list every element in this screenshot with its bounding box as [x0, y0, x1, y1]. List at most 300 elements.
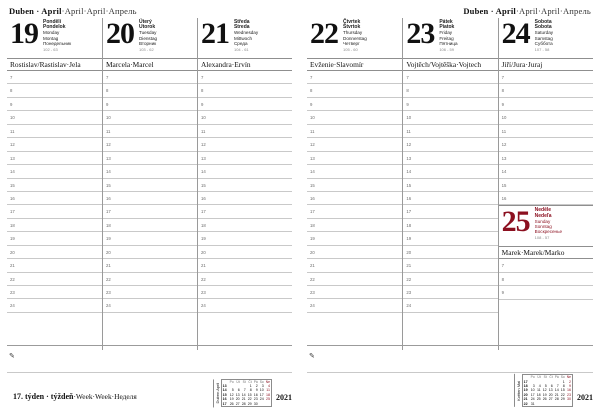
hour-label: 8 — [10, 88, 13, 94]
hour-row[interactable] — [198, 111, 292, 124]
nameday-line: Alexandra·Ervín — [198, 58, 292, 71]
hour-row[interactable] — [198, 259, 292, 272]
mini-calendar-day[interactable]: 30 — [253, 401, 258, 406]
mini-calendar-day[interactable]: 5 — [231, 388, 234, 393]
mini-calendar-day[interactable]: 26 — [542, 397, 547, 402]
day-name-de: Samstag — [534, 35, 553, 41]
mini-calendar-day[interactable]: 24 — [259, 397, 264, 402]
day-name-cs: Neděle — [534, 207, 552, 214]
hour-row[interactable] — [403, 286, 497, 299]
hour-row[interactable] — [198, 125, 292, 138]
hour-label: 13 — [200, 155, 206, 161]
hour-row[interactable] — [103, 179, 197, 192]
day-name-en: Wednesday — [233, 30, 259, 36]
hour-row[interactable] — [307, 232, 402, 245]
day-name-cs: Středa — [233, 19, 250, 25]
mini-calendar-day[interactable]: 4 — [268, 383, 270, 388]
hour-label: 21 — [105, 263, 111, 269]
sunday-block — [499, 205, 593, 299]
day-name-sk: Nedeľa — [534, 212, 552, 219]
mini-calendar-day[interactable]: 10 — [259, 388, 264, 393]
hour-row[interactable] — [103, 71, 197, 84]
mini-calendar-day[interactable]: 6 — [550, 383, 553, 388]
day-number: 20 — [105, 17, 134, 50]
hour-label: 22 — [10, 276, 15, 282]
hour-row[interactable] — [499, 71, 593, 84]
day-header-25 — [499, 206, 593, 246]
mini-calendar-dow: Čt — [549, 375, 553, 380]
hour-row[interactable] — [7, 84, 102, 97]
day-number: 19 — [10, 17, 38, 50]
hour-label: 12 — [10, 142, 15, 148]
hour-row[interactable] — [403, 98, 497, 111]
mini-calendar-day[interactable]: 9 — [569, 383, 571, 388]
mini-calendar-day[interactable]: 21 — [554, 392, 559, 397]
mini-calendar-day[interactable]: 1 — [249, 383, 252, 388]
day-names — [139, 20, 157, 52]
hour-row[interactable] — [7, 286, 102, 299]
hour-label: 24 — [105, 303, 111, 309]
hour-label: 15 — [105, 182, 111, 188]
hour-row[interactable] — [403, 259, 497, 272]
mini-calendar-day[interactable]: 21 — [241, 397, 246, 402]
hour-label: 11 — [310, 128, 315, 134]
hour-row[interactable] — [403, 84, 497, 97]
day-column-24-25 — [498, 18, 593, 350]
hour-row[interactable] — [307, 179, 402, 192]
hour-row[interactable] — [307, 71, 402, 84]
mini-calendar-day[interactable]: 25 — [536, 397, 541, 402]
hour-row[interactable] — [499, 138, 593, 151]
hour-row[interactable] — [403, 165, 497, 178]
mini-calendar-day[interactable]: 1 — [562, 379, 565, 384]
hour-label: 18 — [105, 222, 111, 228]
hour-row[interactable] — [7, 299, 102, 312]
hour-row[interactable] — [198, 179, 292, 192]
mini-calendar-day[interactable]: 22 — [560, 392, 565, 397]
mini-calendar-day[interactable]: 11 — [536, 388, 541, 393]
hour-label: 17 — [200, 209, 206, 215]
mini-calendar-day[interactable]: 28 — [241, 401, 246, 406]
mini-calendar-day[interactable]: 16 — [567, 388, 571, 393]
hour-row[interactable] — [307, 286, 402, 299]
day-column-20 — [102, 18, 197, 350]
hour-row[interactable] — [499, 152, 593, 165]
hour-label: 7 — [310, 75, 313, 80]
hour-row[interactable] — [7, 246, 102, 259]
day-name-ru: Воскресенье — [534, 229, 563, 235]
mini-calendar-day[interactable]: 26 — [229, 401, 234, 406]
hour-row[interactable] — [7, 165, 102, 178]
hour-row[interactable] — [7, 138, 102, 151]
mini-calendar-week-number: 15 — [222, 392, 227, 397]
hour-label: 21 — [310, 263, 315, 269]
hour-row[interactable] — [103, 138, 197, 151]
hour-row[interactable] — [198, 98, 292, 111]
mini-calendar-day[interactable]: 14 — [554, 388, 559, 393]
hour-row[interactable] — [499, 273, 593, 286]
pencil-icon: ✎ — [309, 352, 315, 360]
hour-row[interactable] — [198, 84, 292, 97]
nameday-line: Rostislav/Rastislav·Jela — [7, 58, 102, 71]
hour-row[interactable] — [103, 84, 197, 97]
mini-calendar-day[interactable]: 5 — [544, 383, 547, 388]
mini-calendar-week-number: 16 — [222, 397, 227, 402]
hour-row[interactable] — [403, 125, 497, 138]
hour-row[interactable] — [307, 165, 402, 178]
day-names — [535, 20, 553, 52]
hour-row[interactable] — [499, 98, 593, 111]
hour-row[interactable] — [198, 232, 292, 245]
mini-calendar-day[interactable]: 24 — [530, 397, 535, 402]
hour-row[interactable] — [103, 259, 197, 272]
hour-row[interactable] — [7, 179, 102, 192]
hour-label: 11 — [10, 128, 15, 134]
hour-row[interactable] — [403, 152, 497, 165]
hour-lines-sunday — [499, 259, 593, 299]
mini-calendar-day[interactable]: 10 — [530, 388, 535, 393]
hour-row[interactable] — [198, 138, 292, 151]
hour-label: 7 — [200, 75, 204, 80]
right-footer — [307, 345, 593, 407]
hour-row[interactable] — [103, 192, 197, 205]
mini-calendar-week-number: 13 — [222, 383, 227, 388]
hour-label: 22 — [200, 276, 206, 282]
day-name-sk: Sobota — [534, 24, 552, 31]
hour-row[interactable] — [403, 246, 497, 259]
mini-calendar-day[interactable]: 18 — [266, 392, 270, 397]
hour-label: 14 — [310, 169, 315, 175]
day-name-de: Freitag — [439, 35, 454, 41]
hour-label: 19 — [105, 236, 111, 242]
hour-label: 9 — [406, 101, 409, 107]
hour-row[interactable] — [307, 125, 402, 138]
hour-label: 13 — [501, 155, 507, 161]
mini-calendar-day[interactable]: 9 — [255, 388, 258, 393]
hour-row[interactable] — [103, 165, 197, 178]
day-ordinal: 108 - 57 — [534, 235, 550, 241]
hour-label: 24 — [200, 303, 206, 309]
mini-calendar-dow: Ne — [265, 379, 270, 384]
hour-row[interactable] — [307, 273, 402, 286]
hour-label: 9 — [10, 101, 13, 107]
hour-label: 23 — [200, 290, 206, 295]
day-name-sk: Piatok — [439, 24, 455, 31]
mini-calendar-month-label: Květen Mai — [514, 374, 522, 407]
hour-row[interactable] — [103, 205, 197, 218]
hour-row[interactable] — [499, 84, 593, 97]
hour-row[interactable] — [403, 179, 497, 192]
hour-row[interactable] — [7, 232, 102, 245]
day-name-sk: Pondelok — [43, 24, 66, 31]
nameday-line: Marek·Marek/Marko — [499, 246, 593, 259]
hour-row[interactable] — [403, 111, 497, 124]
hour-row[interactable] — [7, 219, 102, 232]
hour-row[interactable] — [103, 125, 197, 138]
hour-row[interactable] — [307, 219, 402, 232]
hour-label: 16 — [501, 195, 507, 201]
day-number: 22 — [310, 17, 338, 50]
mini-calendar-day[interactable]: 13 — [548, 388, 553, 393]
hour-label: 13 — [105, 155, 111, 161]
hour-label: 19 — [200, 236, 206, 242]
mini-calendar-day[interactable]: 6 — [237, 388, 240, 393]
hour-row[interactable] — [307, 138, 402, 151]
hour-row[interactable] — [499, 286, 593, 299]
hour-row[interactable] — [7, 111, 102, 124]
mini-calendar-day[interactable]: 11 — [266, 388, 270, 393]
hour-row[interactable] — [198, 273, 292, 286]
hour-label: 9 — [105, 101, 109, 107]
hour-lines — [403, 71, 497, 313]
day-name-de: Sonntag — [534, 223, 552, 229]
hour-label: 21 — [406, 263, 412, 269]
pencil-icon: ✎ — [9, 352, 15, 360]
mini-calendar-grid — [221, 379, 272, 407]
day-name-en: Friday — [439, 30, 453, 36]
mini-calendar-week-number: 18 — [523, 383, 528, 388]
hour-row[interactable] — [403, 71, 497, 84]
day-ordinal: 106 - 59 — [439, 47, 455, 53]
hour-label: 19 — [310, 236, 315, 242]
day-name-ru: Вторник — [138, 40, 157, 46]
mini-calendar-grid — [522, 374, 573, 407]
mini-calendar-day[interactable]: 14 — [241, 392, 246, 397]
day-header-24 — [499, 18, 593, 58]
hour-row[interactable] — [499, 165, 593, 178]
hour-label: 17 — [105, 209, 111, 215]
hour-label: 7 — [501, 75, 505, 80]
hour-label: 10 — [10, 115, 15, 121]
month-title-bold: Duben · April — [463, 6, 516, 16]
mini-calendar-day[interactable]: 3 — [261, 383, 264, 388]
hour-label: 15 — [10, 182, 15, 188]
day-name-cs: Úterý — [138, 19, 152, 25]
hour-row[interactable] — [499, 111, 593, 124]
hour-label: 12 — [406, 142, 412, 148]
mini-calendar-day[interactable]: 7 — [243, 388, 246, 393]
hour-row[interactable] — [307, 152, 402, 165]
hour-label: 23 — [406, 290, 412, 295]
hour-row[interactable] — [307, 205, 402, 218]
mini-calendar-day[interactable]: 25 — [266, 397, 270, 402]
hour-label: 13 — [10, 155, 15, 161]
hour-row[interactable] — [499, 259, 593, 272]
mini-calendar-day[interactable]: 4 — [538, 383, 541, 388]
day-column-21 — [197, 18, 292, 350]
hour-label: 16 — [406, 195, 412, 201]
mini-calendar-day[interactable]: 19 — [229, 397, 234, 402]
hour-label: 23 — [10, 290, 15, 295]
hour-row[interactable] — [103, 286, 197, 299]
day-name-ru: Среда — [233, 40, 248, 46]
hour-label: 20 — [105, 249, 111, 255]
mini-calendar-day[interactable]: 20 — [235, 397, 240, 402]
mini-calendar-day[interactable]: 27 — [235, 401, 240, 406]
hour-row[interactable] — [307, 192, 402, 205]
hour-row[interactable] — [403, 138, 497, 151]
mini-calendar-day[interactable] — [265, 402, 271, 406]
mini-calendar-day[interactable]: 22 — [247, 397, 252, 402]
hour-row[interactable] — [103, 219, 197, 232]
hour-row[interactable] — [307, 246, 402, 259]
hour-row[interactable] — [7, 273, 102, 286]
hour-label: 16 — [200, 195, 206, 201]
hour-row[interactable] — [7, 125, 102, 138]
hour-row[interactable] — [103, 232, 197, 245]
mini-calendar-day[interactable]: 30 — [567, 397, 571, 402]
mini-calendar-day[interactable] — [566, 402, 572, 406]
hour-label: 13 — [406, 155, 412, 161]
hour-row[interactable] — [103, 111, 197, 124]
hour-row[interactable] — [103, 273, 197, 286]
mini-calendar-dow: Út — [236, 379, 240, 384]
hour-label: 23 — [310, 290, 315, 295]
hour-row[interactable] — [103, 246, 197, 259]
hour-row[interactable] — [198, 165, 292, 178]
mini-calendar-day[interactable]: 17 — [530, 392, 535, 397]
hour-row[interactable] — [7, 192, 102, 205]
hour-row[interactable] — [7, 98, 102, 111]
hour-row[interactable] — [403, 299, 497, 312]
hour-label: 12 — [105, 142, 111, 148]
mini-calendar-dow: Čt — [248, 379, 252, 384]
day-name-ru: Суббота — [534, 40, 553, 46]
hour-row[interactable] — [403, 192, 497, 205]
hour-row[interactable] — [403, 205, 497, 218]
year-label: 2021 — [276, 393, 292, 402]
mini-calendar-day[interactable]: 8 — [562, 383, 565, 388]
hour-row[interactable] — [198, 71, 292, 84]
hour-label: 10 — [501, 115, 507, 121]
hour-row[interactable] — [307, 84, 402, 97]
mini-calendar-day[interactable]: 15 — [247, 392, 252, 397]
day-name-de: Dienstag — [138, 35, 158, 41]
day-header-22 — [307, 18, 402, 58]
mini-calendar-day[interactable]: 29 — [560, 397, 565, 402]
day-ordinal: 102 - 63 — [43, 47, 58, 53]
mini-calendar-day[interactable]: 23 — [567, 392, 571, 397]
hour-row[interactable] — [307, 299, 402, 312]
hour-row[interactable] — [499, 125, 593, 138]
hour-row[interactable] — [103, 98, 197, 111]
hour-row[interactable] — [198, 205, 292, 218]
mini-calendar-day[interactable]: 20 — [548, 392, 553, 397]
hour-row[interactable] — [103, 152, 197, 165]
mini-calendar-day[interactable]: 29 — [247, 401, 252, 406]
day-name-sk: Štvrtok — [343, 24, 361, 31]
notes-area[interactable] — [7, 346, 292, 373]
hour-row[interactable] — [307, 259, 402, 272]
day-ordinal: 107 - 58 — [534, 47, 550, 53]
hour-row[interactable] — [307, 98, 402, 111]
mini-calendar-dow: So — [259, 379, 264, 384]
hour-lines — [307, 71, 402, 313]
day-name-en: Sunday — [534, 218, 551, 224]
hour-label: 14 — [406, 169, 412, 175]
hour-label: 22 — [406, 276, 412, 282]
hour-label: 10 — [200, 115, 206, 121]
mini-calendar-day[interactable]: 3 — [532, 383, 535, 388]
mini-calendar-left — [213, 379, 272, 407]
hour-label: 18 — [406, 222, 412, 228]
week-label — [7, 392, 137, 407]
hour-row[interactable] — [499, 192, 593, 205]
mini-calendar-day[interactable]: 31 — [530, 401, 535, 406]
week-label-rest: ·Week·Week·Неделя — [73, 392, 137, 401]
mini-calendar-day[interactable]: 13 — [235, 392, 240, 397]
hour-row[interactable] — [198, 286, 292, 299]
hour-label: 7 — [105, 75, 109, 80]
mini-calendar-week-number: 17 — [523, 379, 528, 384]
mini-calendar-day[interactable]: 17 — [259, 392, 264, 397]
hour-row[interactable] — [307, 111, 402, 124]
hour-row[interactable] — [403, 219, 497, 232]
hour-label: 11 — [200, 128, 206, 134]
hour-row[interactable] — [103, 299, 197, 312]
mini-calendar-day[interactable]: 19 — [542, 392, 547, 397]
hour-row[interactable] — [198, 192, 292, 205]
hour-row[interactable] — [7, 205, 102, 218]
mini-calendar-day[interactable]: 28 — [554, 397, 559, 402]
day-ordinal: 105 - 60 — [343, 47, 358, 53]
hour-label: 24 — [10, 303, 15, 309]
hour-label: 8 — [310, 88, 313, 94]
hour-lines — [7, 71, 102, 313]
hour-label: 16 — [310, 195, 315, 201]
hour-row[interactable] — [499, 179, 593, 192]
day-name-sk: Utorok — [138, 24, 156, 31]
mini-calendar-day[interactable]: 12 — [542, 388, 547, 393]
hour-label: 12 — [310, 142, 315, 148]
hour-row[interactable] — [403, 273, 497, 286]
mini-calendar-day[interactable]: 2 — [255, 383, 258, 388]
nameday-line: Vojtěch/Vojtěška·Vojtech — [403, 58, 497, 71]
hour-row[interactable] — [198, 246, 292, 259]
hour-label: 11 — [406, 128, 411, 134]
mini-calendar-day[interactable]: 23 — [253, 397, 258, 402]
mini-calendar-day[interactable]: 12 — [229, 392, 234, 397]
hour-row[interactable] — [7, 152, 102, 165]
hour-row[interactable] — [198, 219, 292, 232]
hour-label: 7 — [501, 263, 505, 269]
hour-label: 8 — [105, 88, 109, 94]
hour-row[interactable] — [7, 71, 102, 84]
day-column-19 — [7, 18, 102, 350]
mini-calendar-day[interactable]: 18 — [536, 392, 541, 397]
hour-lines — [198, 71, 292, 313]
nameday-line: Evženie·Slavomír — [307, 58, 402, 71]
mini-calendar-day[interactable]: 8 — [249, 388, 252, 393]
mini-calendar-day[interactable]: 7 — [556, 383, 559, 388]
mini-calendar-day[interactable]: 15 — [560, 388, 565, 393]
hour-row[interactable] — [198, 152, 292, 165]
hour-row[interactable] — [403, 232, 497, 245]
day-names — [343, 20, 367, 52]
left-day-columns — [7, 18, 292, 350]
hour-label: 8 — [200, 88, 204, 94]
mini-calendar-day[interactable]: 16 — [253, 392, 258, 397]
mini-calendar-day[interactable]: 27 — [548, 397, 553, 402]
hour-row[interactable] — [7, 259, 102, 272]
mini-calendar-day[interactable]: 2 — [569, 379, 571, 384]
hour-label: 17 — [10, 209, 15, 215]
notes-area[interactable] — [307, 346, 593, 373]
hour-label: 10 — [310, 115, 315, 121]
hour-label: 14 — [200, 169, 206, 175]
day-number: 24 — [501, 17, 530, 50]
hour-row[interactable] — [198, 299, 292, 312]
